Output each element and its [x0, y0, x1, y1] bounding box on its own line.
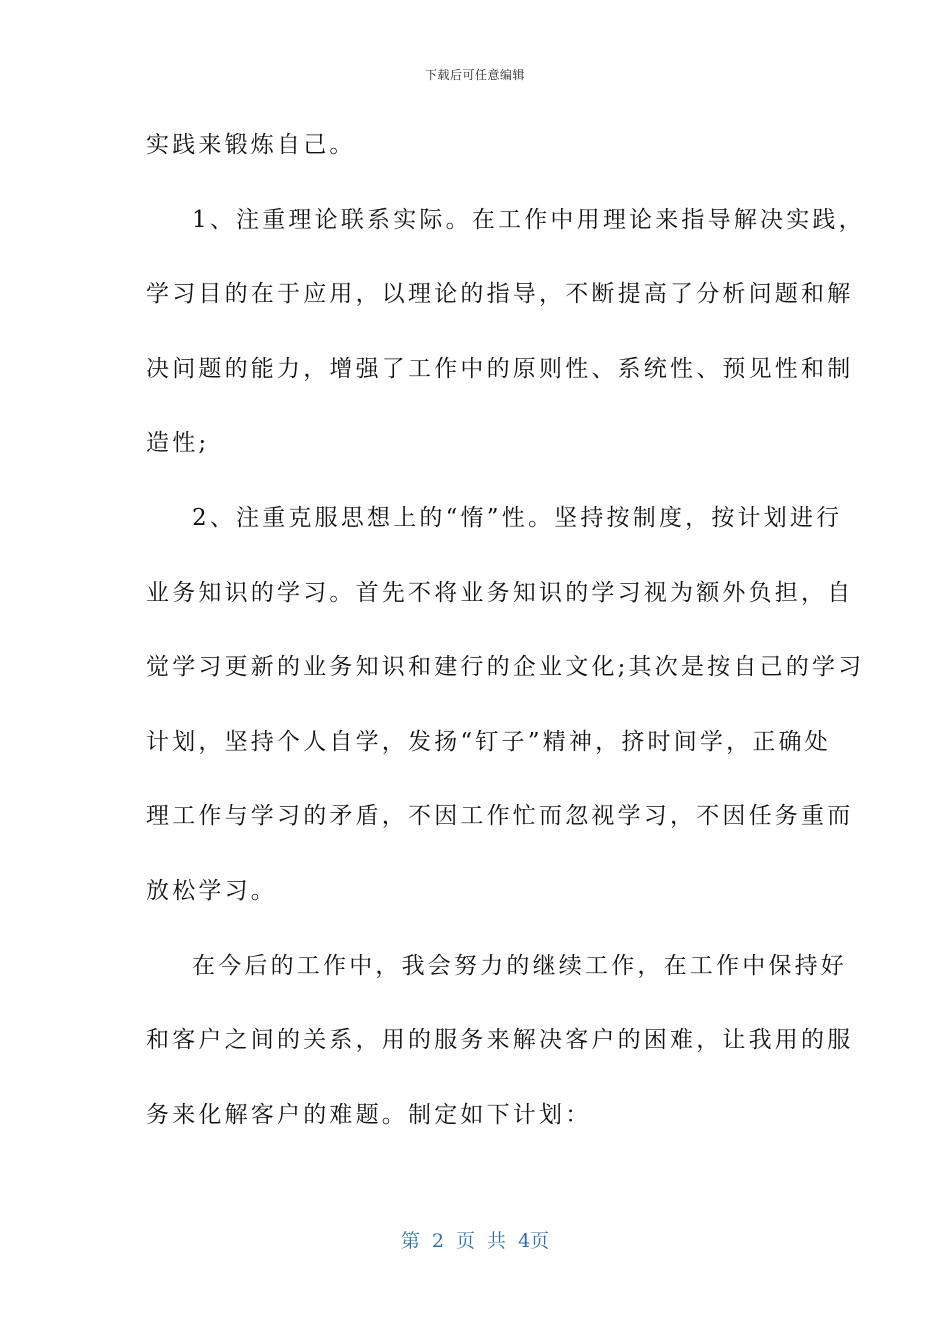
page-header: 下载后可任意编辑 — [424, 68, 525, 82]
text-line: 业务知识的学习。首先不将业务知识的学习视为额外负担，自 — [146, 579, 854, 606]
text-line: 务来化解客户的难题。制定如下计划： — [146, 1101, 592, 1128]
page-footer: 第 2 页 共 4页 — [400, 1230, 550, 1252]
text-line: 觉学习更新的业务知识和建行的企业文化;其次是按自己的学习 — [146, 654, 865, 681]
text-line: 和客户之间的关系，用的服务来解决客户的困难，让我用的服 — [146, 1027, 854, 1054]
document-body — [146, 120, 865, 1164]
text-line: 学习目的在于应用，以理论的指导，不断提高了分析问题和解 — [146, 281, 854, 308]
text-line: 2、注重克服思想上的“惰”性。坚持按制度，按计划进行 — [192, 504, 843, 531]
text-line: 实践来锻炼自己。 — [146, 132, 356, 158]
text-line: 1、注重理论联系实际。在工作中用理论来指导解决实践， — [192, 206, 865, 233]
text-line: 放松学习。 — [146, 877, 277, 904]
text-line: 在今后的工作中，我会努力的继续工作，在工作中保持好 — [192, 952, 847, 979]
text-line: 理工作与学习的矛盾，不因工作忙而忽视学习，不因任务重而 — [146, 803, 854, 830]
text-line: 造性; — [146, 430, 210, 457]
text-line: 计划，坚持个人自学，发扬“钉子”精神，挤时间学，正确处 — [146, 728, 831, 755]
text-line: 决问题的能力，增强了工作中的原则性、系统性、预见性和制 — [146, 355, 854, 382]
